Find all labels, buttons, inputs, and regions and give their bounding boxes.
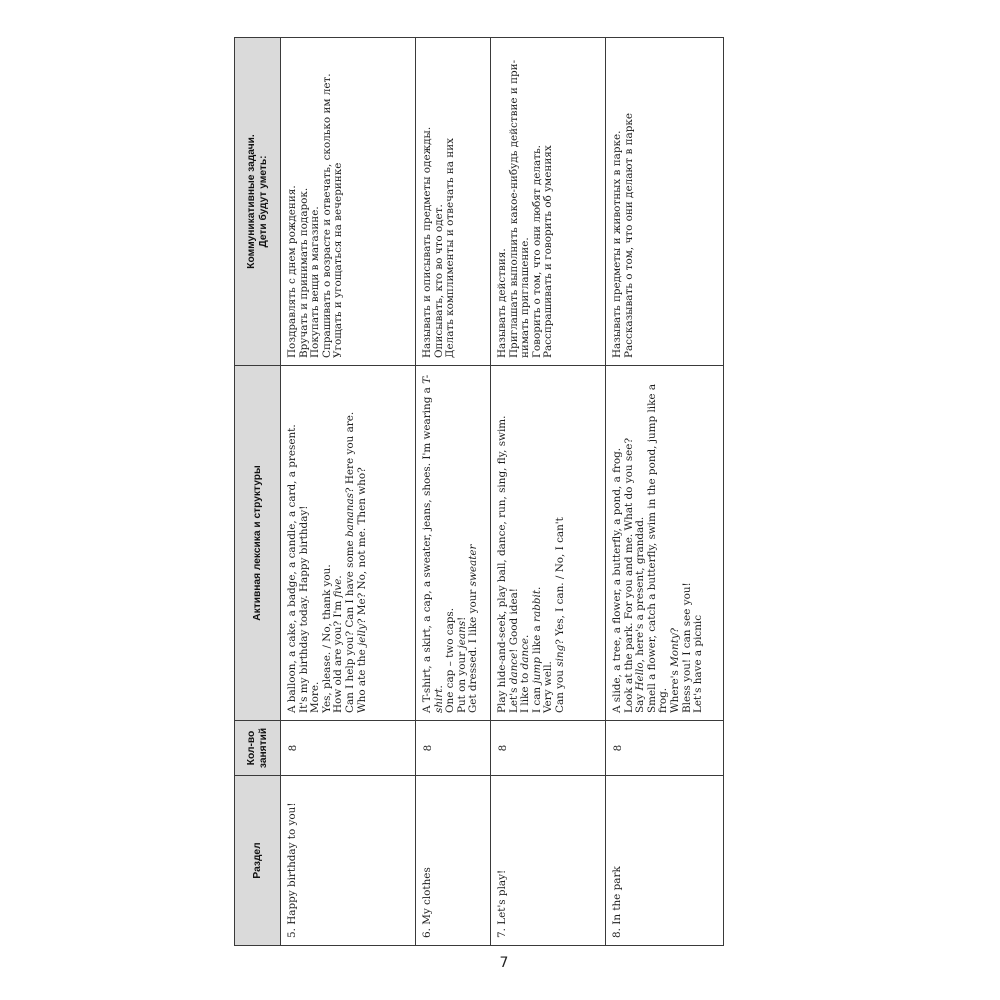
page-number: 7 <box>499 955 509 971</box>
vocab-line: Very well. <box>542 661 555 713</box>
tasks-cell <box>281 38 416 366</box>
vocab-line: A slide, a tree, a flower, a butterfly, a pond, a frog. <box>611 447 623 713</box>
vocab-line: Let's dance! Good idea! <box>507 588 520 713</box>
vocab-line: It's my birthday today. Happy birthday! <box>297 505 310 713</box>
task-line: Покупать вещи в магазине. <box>309 206 322 358</box>
vocab-line: Can I help you? Can I have some bananas? Here you are. <box>343 411 356 713</box>
task-line: Называть предметы и животных в парке. <box>611 130 623 358</box>
vocab-line: Look at the park. For you and me. What do you see? <box>622 437 635 713</box>
task-line: Вручать и принимать подарок. <box>297 187 310 358</box>
header-section: Раздел <box>235 776 281 946</box>
tasks-cell <box>416 38 491 366</box>
table-row <box>416 38 491 946</box>
curriculum-table <box>234 37 724 946</box>
vocab-line: Can you sing? Yes, I can. / No, I can't <box>553 517 566 713</box>
vocab-line: A balloon, a cake, a badge, a candle, a card, a present. <box>286 424 298 713</box>
tasks-cell <box>491 38 606 366</box>
vocab-cell <box>416 366 491 721</box>
lesson-count-cell: 8 <box>416 721 491 776</box>
task-line: Делать комплименты и отвечать на них <box>444 138 457 358</box>
vocab-line: Yes, please. / No, thank you. <box>320 564 333 713</box>
vocab-line: More. <box>309 681 322 713</box>
vocab-line: Smell a flower, catch a butterfly, swim in the pond, jump like a frog. <box>645 383 670 713</box>
section-cell: 8. In the park <box>606 776 724 946</box>
vocab-line: How old are you? I'm five. <box>332 575 345 713</box>
vocab-line: Play hide-and-seek, play ball, dance, run, sing, fly, swim. <box>496 415 508 713</box>
lesson-count-cell: 8 <box>491 721 606 776</box>
task-line: Поздравлять с днем рождения. <box>286 185 298 358</box>
rotated-table-wrapper <box>234 38 722 946</box>
tasks-cell <box>606 38 724 366</box>
vocab-line: A T-shirt, a skirt, a cap, a sweater, jeans, shoes. I'm wearing a T-shirt. <box>421 374 445 713</box>
vocab-line: Get dressed. I like your sweater <box>467 544 480 713</box>
vocab-line: Say Hello, here's a present, grandad. <box>634 516 647 713</box>
task-line: Говорить о том, что они любят делать. <box>530 145 543 358</box>
header-vocab: Активная лексика и структуры <box>235 366 281 721</box>
header-tasks: Коммуникативные задачи. Дети будут уметь: <box>235 38 281 366</box>
table-row <box>281 38 416 946</box>
vocab-cell <box>281 366 416 721</box>
vocab-line: Let's have a picnic <box>692 614 705 713</box>
vocab-cell <box>606 366 724 721</box>
table-row <box>606 38 724 946</box>
section-cell: 5. Happy birthday to you! <box>281 776 416 946</box>
vocab-line: One cap – two caps. <box>444 607 457 713</box>
vocab-line: I can jump like a rabbit. <box>530 586 543 713</box>
vocab-line: Bless you! I can see you! <box>680 582 693 713</box>
task-line: Приглашать выполнить какое-нибудь действие и при- <box>507 59 520 358</box>
lesson-count-cell: 8 <box>606 721 724 776</box>
vocab-line: Where's Monty? <box>668 627 681 713</box>
task-line: Называть действия. <box>496 248 508 358</box>
section-cell: 6. My clothes <box>416 776 491 946</box>
table-header-row <box>235 38 281 946</box>
vocab-line: Who ate the jelly? Me? No, not me. Then who? <box>355 467 368 713</box>
header-count: Кол-во занятий <box>235 721 281 776</box>
task-line: Описывать, кто во что одет. <box>432 204 445 358</box>
task-line: Спрашивать о возрасте и отвечать, сколько им лет. <box>320 73 333 358</box>
task-line: Называть и описывать предметы одежды. <box>421 126 433 358</box>
vocab-line: Put on your jeans! <box>455 616 468 713</box>
task-line: Угощать и угощаться на вечеринке <box>332 162 345 358</box>
section-cell: 7. Let's play! <box>491 776 606 946</box>
lesson-count-cell: 8 <box>281 721 416 776</box>
task-line: нимать приглашение. <box>519 237 532 358</box>
task-line: Рассказывать о том, что они делают в парке <box>622 112 635 358</box>
vocab-cell <box>491 366 606 721</box>
table-row <box>491 38 606 946</box>
vocab-line: I like to dance. <box>519 634 532 713</box>
task-line: Расспрашивать и говорить об умениях <box>542 145 555 358</box>
